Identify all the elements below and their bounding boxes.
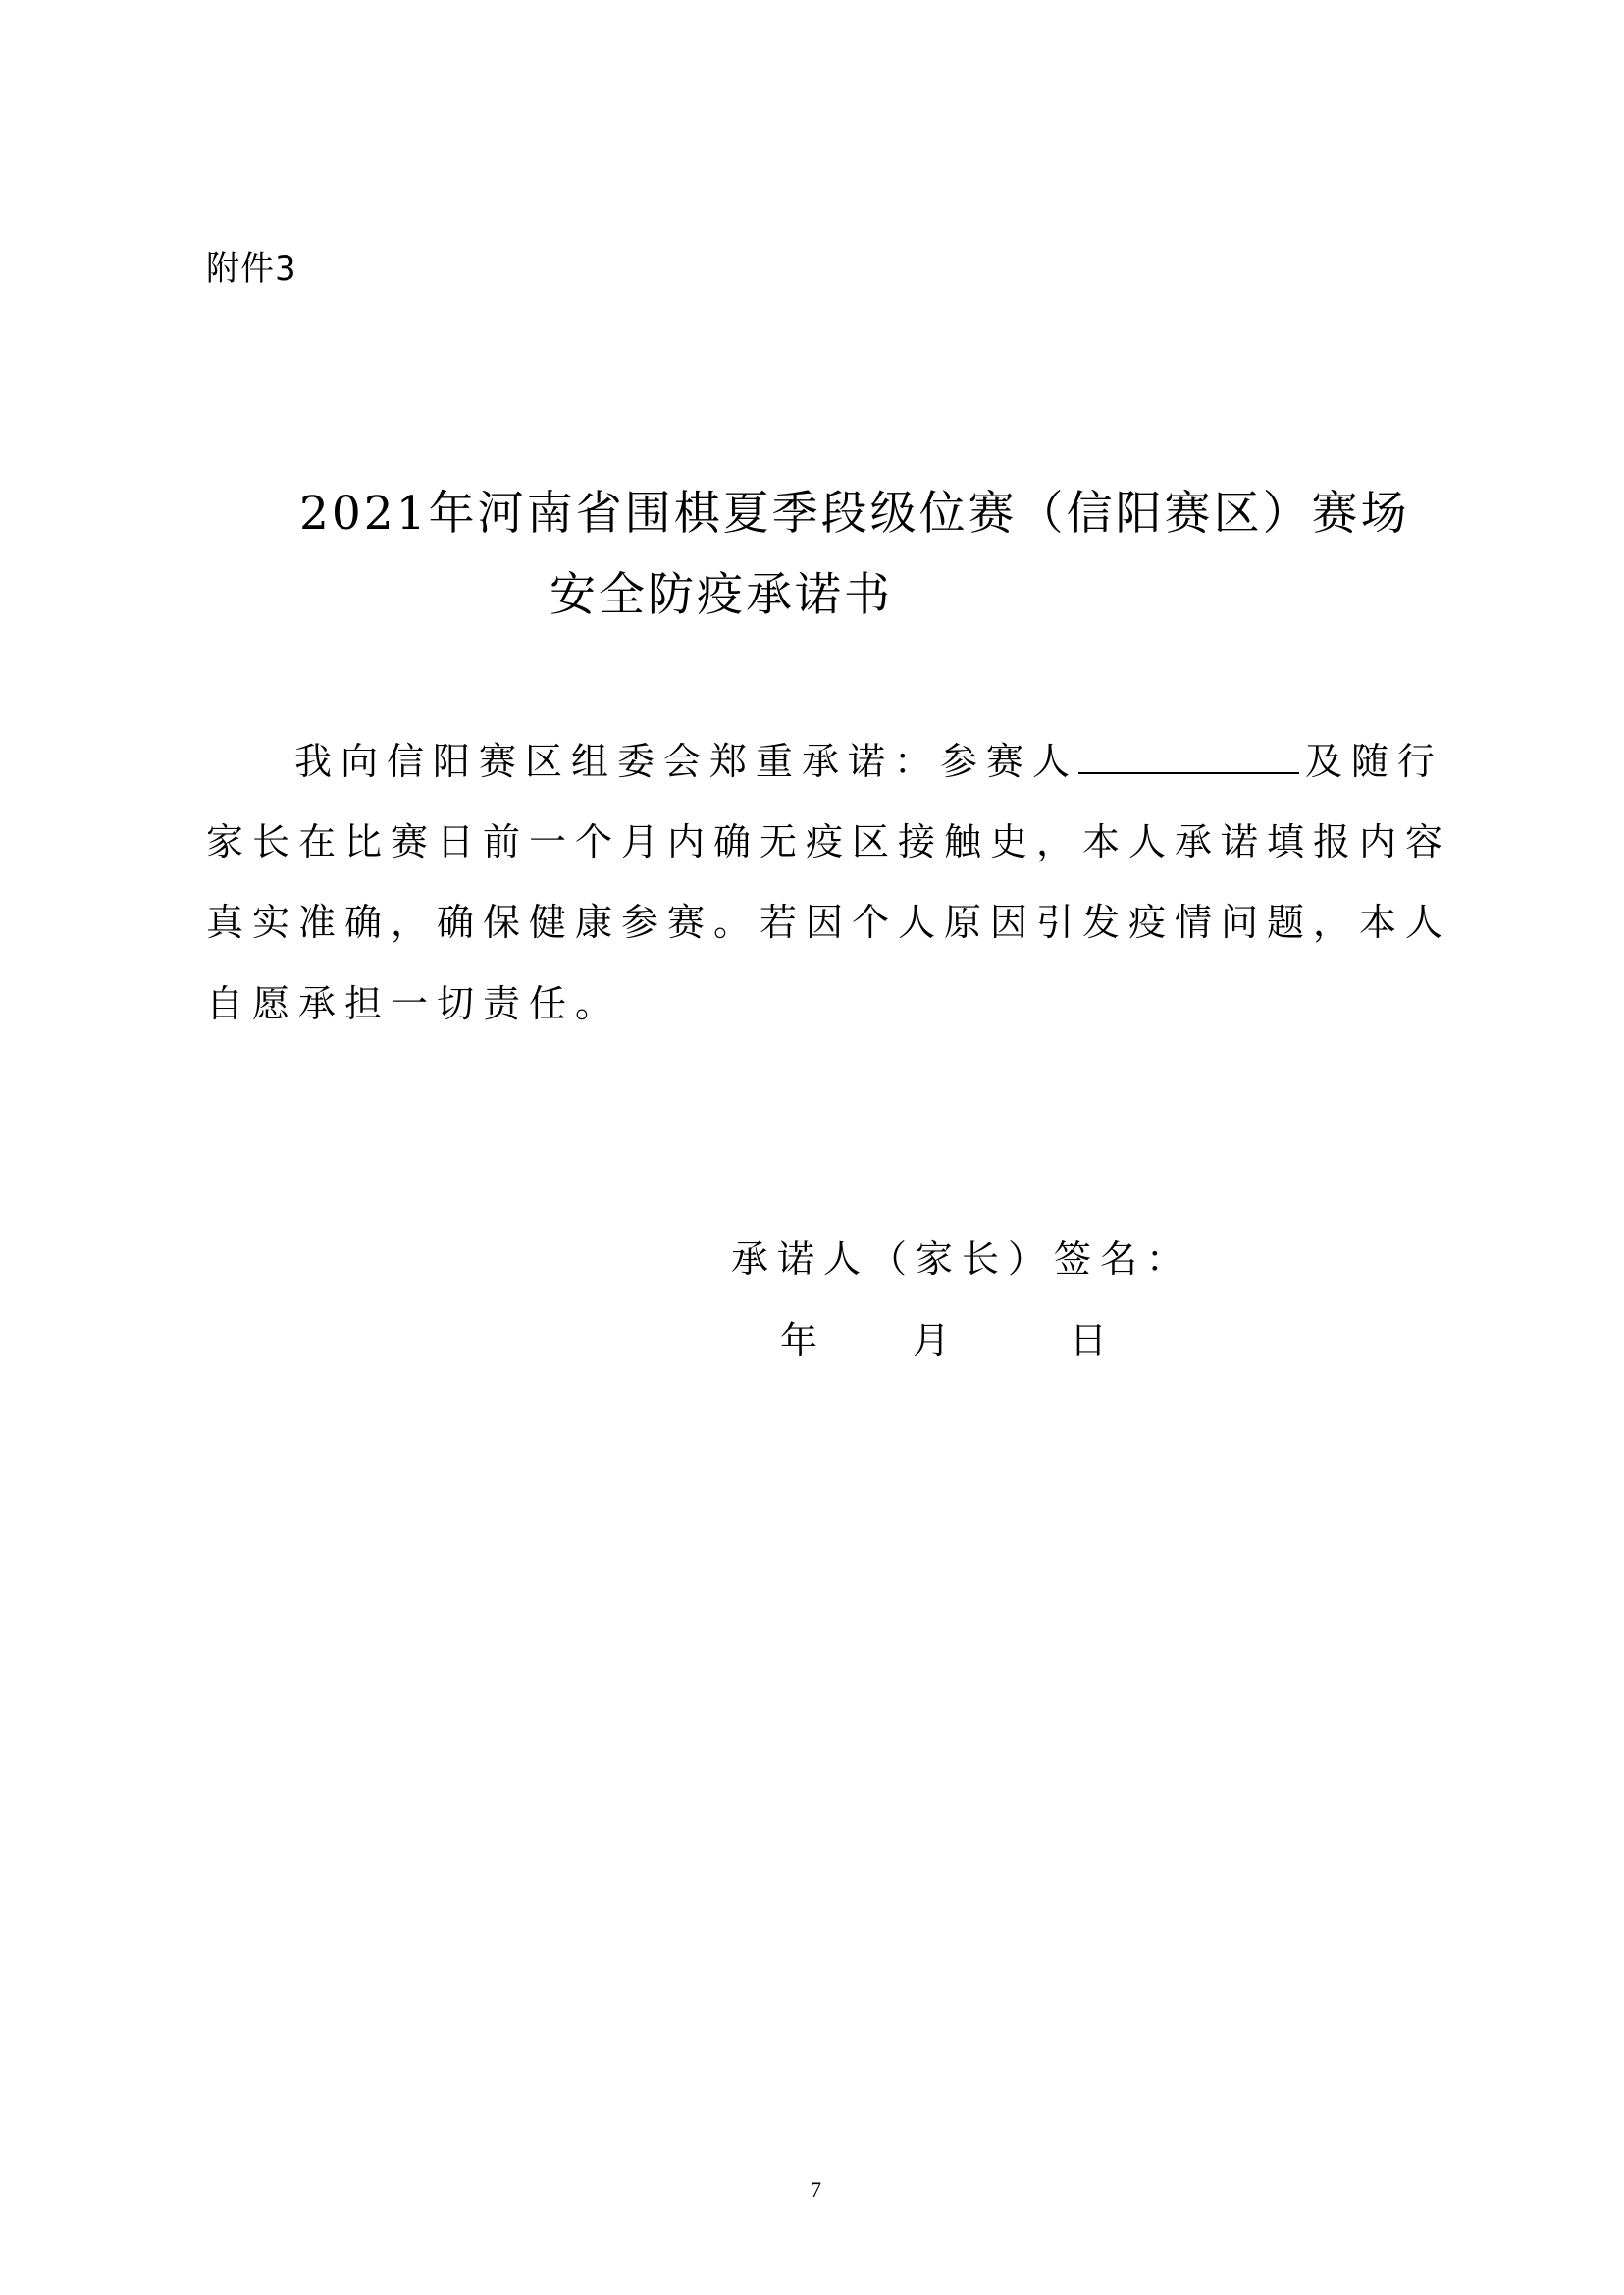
commitment-text-after-participant: 及随行: [1305, 740, 1444, 783]
date-year-label: 年: [780, 1319, 818, 1362]
commitment-paragraph-line-4: 自愿承担一切责任。: [206, 982, 622, 1025]
date-day-label: 日: [1070, 1319, 1108, 1362]
attachment-label: 附件3: [206, 249, 297, 288]
commitment-paragraph-line-3: 真实准确，确保健康参赛。若因个人原因引发疫情问题，本人: [206, 901, 1452, 944]
commitment-text-before-participant: 我向信阳赛区组委会郑重承诺：参赛人: [294, 740, 1079, 783]
signature-label: 承诺人（家长）签名：: [731, 1237, 1193, 1280]
document-title-line-2: 安全防疫承诺书: [550, 568, 893, 622]
document-title-line-1: 2021年河南省围棋夏季段级位赛（信阳赛区）赛场: [299, 487, 1410, 541]
commitment-paragraph-line-1: [294, 734, 1443, 789]
date-month-label: 月: [913, 1319, 951, 1362]
participant-name-blank[interactable]: [1078, 735, 1299, 774]
commitment-paragraph-line-2: 家长在比赛日前一个月内确无疫区接触史，本人承诺填报内容: [206, 820, 1452, 863]
page-number: 7: [811, 2177, 821, 2202]
